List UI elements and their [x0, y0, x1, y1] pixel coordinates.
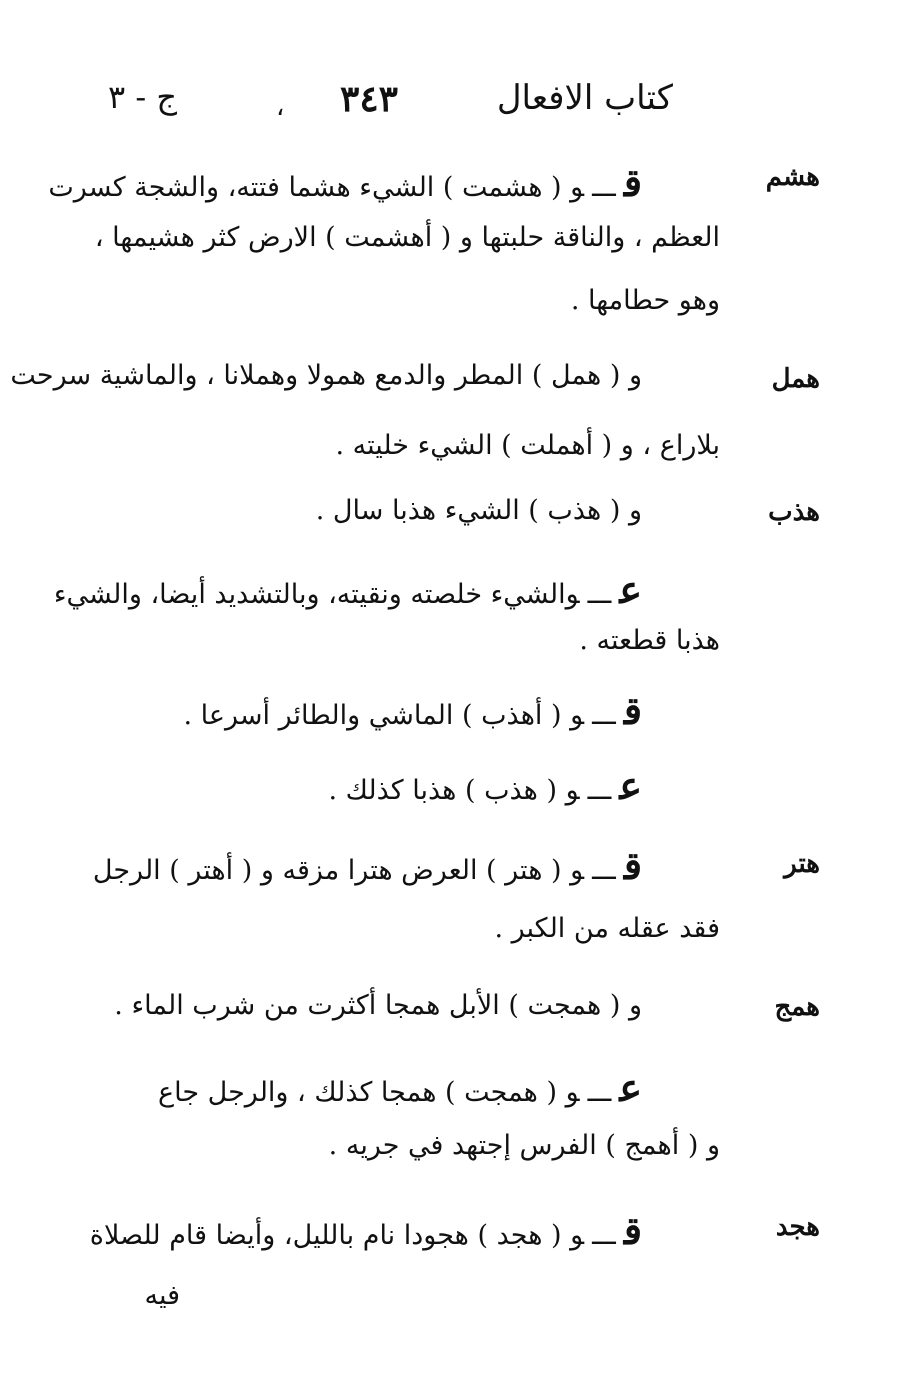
source-mark: ق [623, 160, 642, 205]
entry-line: العظم ، والناقة حلبتها و ( أهشمت ) الارض كثر هشيمها ، [94, 222, 720, 253]
page-header [0, 78, 918, 138]
source-mark: ع [619, 1065, 642, 1110]
source-mark: ق [623, 1208, 642, 1253]
entry-line: و ( أهمج ) الفرس إجتهد في جريه . [328, 1130, 720, 1161]
headword: همل [771, 364, 820, 394]
entry-line: هذبا قطعته . [579, 625, 720, 656]
header-mark: ، [276, 92, 285, 122]
entry-line: قـــو ( هتر ) العرض هترا مزقه و ( أهتر ) الرجل [92, 843, 642, 888]
entry-line: وهو حطامها . [570, 285, 720, 316]
headword: هشم [765, 162, 820, 192]
entry-line: بلاراع ، و ( أهملت ) الشيء خليته . [335, 430, 720, 461]
headword: همج [774, 992, 820, 1022]
headword: هجد [775, 1212, 820, 1242]
source-mark: ق [623, 843, 642, 888]
entry-line: فيه [144, 1280, 180, 1311]
source-mark: ع [619, 763, 642, 808]
entry-line: قـــو ( أهذب ) الماشي والطائر أسرعا . [183, 688, 642, 733]
entry-line: قـــو ( هجد ) هجودا نام بالليل، وأيضا قام للصلاة [89, 1208, 642, 1253]
entry-line: و ( هذب ) الشيء هذبا سال . [315, 495, 642, 526]
entry-line: و ( همل ) المطر والدمع همولا وهملانا ، والماشية سرحت [10, 360, 642, 391]
entry-line: عـــوالشيء خلصته ونقيته، وبالتشديد أيضا، والشيء [53, 567, 642, 612]
entry-line: عـــو ( هذب ) هذبا كذلك . [328, 763, 642, 808]
entry-line: و ( همجت ) الأبل همجا أكثرت من شرب الماء . [114, 990, 642, 1021]
source-mark: ع [619, 567, 642, 612]
entry-line: قـــو ( هشمت ) الشيء هشما فتته، والشجة كسرت [48, 160, 642, 205]
headword: هذب [768, 497, 820, 527]
entry-line: فقد عقله من الكبر . [494, 913, 720, 944]
page-number: ٣٤٣ [340, 78, 399, 120]
book-title: كتاب الافعال [496, 78, 673, 118]
source-mark: ق [623, 688, 642, 733]
volume-label: ج - ٣ [108, 78, 177, 116]
entry-line: عـــو ( همجت ) همجا كذلك ، والرجل جاع [158, 1065, 642, 1110]
headword: هتر [784, 849, 820, 879]
